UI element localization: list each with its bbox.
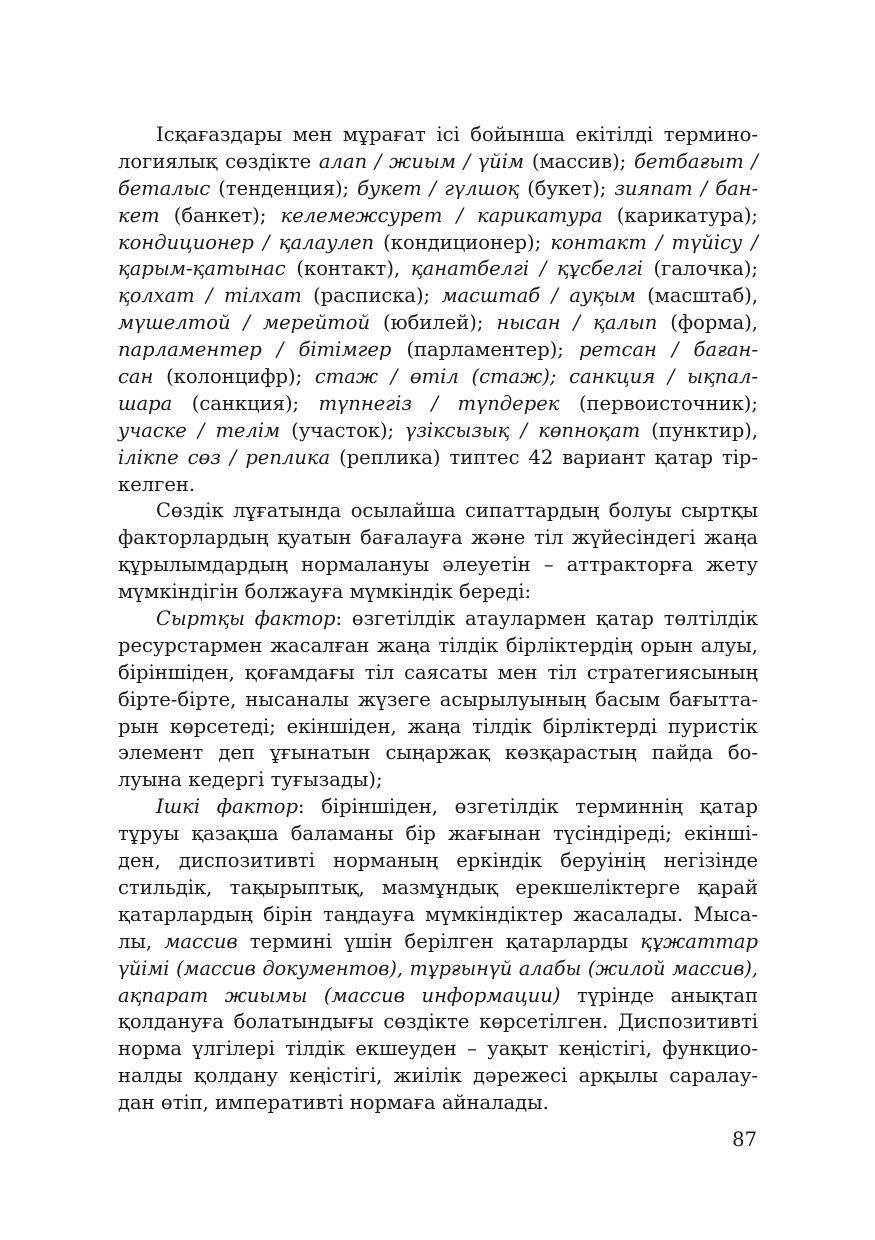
page-number: 87 [732,1128,757,1151]
text-segment: бiрте-бiрте, нысаналы жүзеге асырылуының басым бағытта- [118,687,758,711]
text-segment: (форма), [657,311,758,335]
text-line [118,1009,758,1036]
text-line [118,445,758,472]
text-segment: (тенденция); [210,176,358,200]
text-segment: норма үлгiлерi тiлдiк екшеуден – уақыт кеңiстiгi, функцио- [118,1037,758,1061]
text-segment: ден, диспозитивтi норманың еркiндiк беруiнiң негiзiнде [118,849,758,873]
text-line [118,606,758,633]
text-line [118,122,758,149]
italic-term: мүшелтой / мерейтой [118,311,371,335]
text-line [118,633,758,660]
italic-term: кондиционер / қалаулеп [118,230,375,254]
italic-term: қарым-қатынас [118,257,286,281]
text-segment: налды қолдану кеңiстiгi, жиiлiк дәрежесi арқылы саралау- [118,1064,758,1088]
text-segment: (парламентер); [391,338,579,362]
text-segment: рын көрсетедi; екiншiден, жаңа тiлдiк бiрлiктердi пуристiк [118,714,758,738]
text-line [118,337,758,364]
italic-term: бетбағыт / [634,149,758,173]
text-segment: дан өтiп, императивтi нормаға айналады. [118,1091,549,1115]
italic-term: Сыртқы фактор [156,607,336,631]
text-segment: (санкция); [172,391,319,415]
text-line [118,848,758,875]
text-line [118,660,758,687]
text-segment: (контакт), [285,257,411,281]
italic-term: iлiкпе сөз / реплика [118,445,331,469]
text-segment: элемент деп ұғынатын сыңаржақ көзқарастың пайда бо- [118,741,758,765]
text-segment: : бiрiншiден, өзгетiлдiк терминнiң қатар [297,795,758,819]
text-segment: (массив); [524,149,634,173]
italic-term: қанатбелгi / құсбелгi [410,257,643,281]
text-segment: қолдануға болатындығы сөздiкте көрсетiлген. Диспозитивтi [118,1010,758,1034]
text-segment: (реплика) типтес 42 вариант қатар тiр- [330,445,758,469]
italic-term: учаске / телiм [118,418,281,442]
text-segment: (масштаб), [635,284,758,308]
text-line [118,364,758,391]
text-line [118,956,758,983]
text-segment: келген. [118,472,196,496]
text-line [118,472,758,499]
text-line [118,767,758,794]
italic-term: контакт / түйiсу / [550,230,758,254]
text-line [118,203,758,230]
text-segment: тұруы қазақша баламаны бiр жағынан түсiндiредi; екiншi- [118,822,758,846]
italic-term: кет [118,203,160,227]
text-segment: факторлардың қуатын бағалауға және тiл жүйесiндегi жаңа [118,526,758,550]
text-line [118,230,758,257]
italic-term: масштаб / ауқым [441,284,636,308]
text-segment: логиялық сөздiкте [118,149,319,173]
text-segment: (пунктир), [640,418,758,442]
text-segment: (банкет); [159,203,281,227]
italic-term: Iшкi фактор [156,795,298,819]
text-line [118,1090,758,1117]
italic-term: зияпат / бан- [614,176,758,200]
text-segment: (расписка); [301,284,442,308]
italic-term: беталыс [118,176,211,200]
text-line [118,525,758,552]
text-segment: Сөздiк лұғатында осылайша сипаттардың болуы сыртқы [156,499,758,523]
text-segment: құрылымдардың нормалануы әлеуетiн – аттракторға жету [118,553,758,577]
italic-term: түпнегiз / түпдерек [318,391,560,415]
text-line [118,579,758,606]
text-segment: бiрiншiден, қоғамдағы тiл саясаты мен тiл стратегиясының [118,660,758,684]
italic-term: ретсан / баған- [578,338,758,362]
text-line [118,740,758,767]
text-segment: (участок); [280,418,406,442]
italic-term: массив [164,929,238,953]
italic-term: парламентер / бiтiмгер [118,338,392,362]
text-segment: терминi үшiн берiлген қатарларды [237,929,641,953]
text-segment: лы, [118,929,165,953]
body-text [118,122,758,1117]
text-segment: ресурстармен жасалған жаңа тiлдiк бiрлiктердiң орын алуы, [118,633,758,657]
text-segment: қатарлардың бiрiн таңдауға мүмкiндiктер жасалады. Мыса- [118,902,758,926]
text-segment: (кондиционер); [374,230,551,254]
text-line [118,902,758,929]
italic-term: букет / гүлшоқ [357,176,520,200]
italic-term: құжаттар [640,929,758,953]
italic-term: алап / жиым / үйiм [318,149,525,173]
italic-term: үзiксызық / көпноқат [405,418,641,442]
text-line [118,310,758,337]
text-segment: : өзгетiлдiк атаулармен қатар төлтiлдiк [335,607,758,631]
text-line [118,149,758,176]
text-segment: (первоисточник); [559,391,758,415]
text-segment: мүмкiндiгiн болжауға мүмкiндiк бередi: [118,580,532,604]
text-line [118,875,758,902]
text-line [118,176,758,203]
italic-term: қолхат / тiлхат [118,284,302,308]
italic-term: шара [118,391,173,415]
text-line [118,391,758,418]
italic-term: сан [118,365,154,389]
text-line [118,821,758,848]
text-line [118,714,758,741]
text-line [118,498,758,525]
text-line [118,687,758,714]
italic-term: ақпарат жиымы (массив информации) [118,983,561,1007]
text-line [118,1063,758,1090]
text-segment: стильдiк, тақырыптық, мазмұндық ерекшелiктерге қарай [118,875,758,899]
text-segment: (юбилей); [370,311,497,335]
text-line [118,418,758,445]
text-line [118,929,758,956]
italic-term: үйiмi (массив документов), тұрғынүй алабы (жилой массив), [118,956,758,980]
text-line [118,283,758,310]
text-segment: (галочка); [642,257,758,281]
text-line [118,794,758,821]
text-line [118,1036,758,1063]
text-line [118,256,758,283]
text-segment: (колонцифр); [153,365,315,389]
text-segment: Iсқағаздары мен мұрағат iсi бойынша екiтiлдi термино- [156,123,758,146]
italic-term: нысан / қалып [496,311,658,335]
text-segment: (карикатура); [602,203,758,227]
italic-term: стаж / өтiл (стаж); санкция / ықпал- [314,365,758,389]
text-segment: түрiнде анықтап [560,983,758,1007]
text-line [118,983,758,1010]
text-line [118,552,758,579]
italic-term: келемежсурет / карикатура [280,203,603,227]
text-segment: (букет); [519,176,615,200]
text-segment: луына кедергi туғызады); [118,768,383,792]
